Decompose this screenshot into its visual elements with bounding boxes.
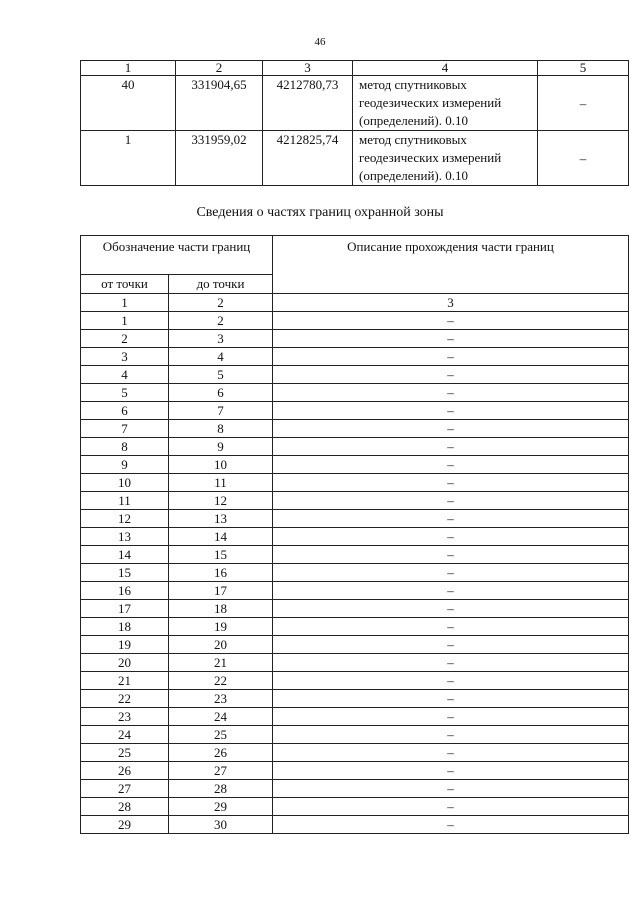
parts-header-row	[81, 236, 629, 275]
from-point-cell: 5	[81, 384, 169, 402]
column-number: 2	[169, 294, 273, 312]
x-coordinate-cell: 331959,02	[176, 131, 263, 186]
description-cell: –	[273, 546, 629, 564]
boundary-part-row	[81, 600, 629, 618]
to-point-cell: 27	[169, 762, 273, 780]
boundary-part-row	[81, 816, 629, 834]
point-number-cell: 1	[81, 131, 176, 186]
from-point-cell: 25	[81, 744, 169, 762]
to-point-cell: 15	[169, 546, 273, 564]
from-point-cell: 15	[81, 564, 169, 582]
description-cell: –	[273, 564, 629, 582]
description-cell: –	[273, 636, 629, 654]
column-number: 1	[81, 61, 176, 76]
to-point-cell: 25	[169, 726, 273, 744]
to-point-cell: 23	[169, 690, 273, 708]
description-cell: –	[273, 528, 629, 546]
from-point-cell: 6	[81, 402, 169, 420]
to-point-cell: 8	[169, 420, 273, 438]
column-number: 2	[176, 61, 263, 76]
description-cell: –	[273, 420, 629, 438]
coordinates-table	[80, 60, 629, 186]
boundary-part-row	[81, 402, 629, 420]
boundary-part-row	[81, 348, 629, 366]
method-line: геодезических измерений	[359, 150, 502, 165]
to-point-cell: 2	[169, 312, 273, 330]
from-point-cell: 18	[81, 618, 169, 636]
boundary-part-row	[81, 546, 629, 564]
description-cell: –	[273, 690, 629, 708]
from-point-cell: 2	[81, 330, 169, 348]
to-point-cell: 17	[169, 582, 273, 600]
description-cell: –	[273, 654, 629, 672]
column-number: 3	[263, 61, 353, 76]
to-point-cell: 11	[169, 474, 273, 492]
to-point-cell: 13	[169, 510, 273, 528]
boundary-part-designation-header: Обозначение части границ	[81, 236, 273, 275]
to-point-cell: 9	[169, 438, 273, 456]
boundary-part-row	[81, 672, 629, 690]
to-point-cell: 14	[169, 528, 273, 546]
to-point-cell: 30	[169, 816, 273, 834]
boundary-part-row	[81, 492, 629, 510]
column-number: 4	[353, 61, 538, 76]
from-point-cell: 3	[81, 348, 169, 366]
from-point-cell: 22	[81, 690, 169, 708]
from-point-cell: 12	[81, 510, 169, 528]
boundary-part-row	[81, 384, 629, 402]
boundary-part-row	[81, 618, 629, 636]
description-cell: –	[273, 492, 629, 510]
from-point-cell: 26	[81, 762, 169, 780]
boundary-part-row	[81, 564, 629, 582]
method-line: геодезических измерений	[359, 95, 502, 110]
from-point-cell: 19	[81, 636, 169, 654]
boundary-part-row	[81, 744, 629, 762]
method-line: (определений). 0.10	[359, 113, 468, 128]
point-number-cell: 40	[81, 76, 176, 131]
from-point-cell: 27	[81, 780, 169, 798]
description-cell: –	[273, 708, 629, 726]
from-point-cell: 10	[81, 474, 169, 492]
boundary-part-row	[81, 456, 629, 474]
note-cell: –	[538, 76, 629, 131]
y-coordinate-cell: 4212825,74	[263, 131, 353, 186]
boundary-part-row	[81, 330, 629, 348]
boundary-description-header: Описание прохождения части границ	[273, 236, 629, 294]
column-number: 5	[538, 61, 629, 76]
method-cell	[353, 76, 538, 131]
from-point-cell: 4	[81, 366, 169, 384]
parts-numbering-row	[81, 294, 629, 312]
from-point-cell: 13	[81, 528, 169, 546]
to-point-cell: 22	[169, 672, 273, 690]
description-cell: –	[273, 582, 629, 600]
coordinate-row	[81, 131, 629, 186]
description-cell: –	[273, 762, 629, 780]
boundary-part-row	[81, 780, 629, 798]
description-cell: –	[273, 780, 629, 798]
section-title: Сведения о частях границ охранной зоны	[196, 205, 444, 220]
description-cell: –	[273, 618, 629, 636]
note-cell: –	[538, 131, 629, 186]
from-point-cell: 14	[81, 546, 169, 564]
from-point-cell: 11	[81, 492, 169, 510]
from-point-cell: 28	[81, 798, 169, 816]
description-cell: –	[273, 600, 629, 618]
from-point-cell: 29	[81, 816, 169, 834]
page-number: 46	[314, 36, 326, 48]
boundary-parts-table	[80, 235, 629, 834]
to-point-cell: 16	[169, 564, 273, 582]
method-line: метод спутниковых	[359, 132, 467, 147]
from-point-cell: 24	[81, 726, 169, 744]
from-point-cell: 21	[81, 672, 169, 690]
boundary-part-row	[81, 708, 629, 726]
description-cell: –	[273, 312, 629, 330]
from-point-cell: 16	[81, 582, 169, 600]
boundary-part-row	[81, 762, 629, 780]
method-cell	[353, 131, 538, 186]
boundary-part-row	[81, 366, 629, 384]
boundary-part-row	[81, 528, 629, 546]
to-point-cell: 24	[169, 708, 273, 726]
column-number: 1	[81, 294, 169, 312]
from-point-cell: 17	[81, 600, 169, 618]
column-number: 3	[273, 294, 629, 312]
description-cell: –	[273, 672, 629, 690]
description-cell: –	[273, 456, 629, 474]
description-cell: –	[273, 438, 629, 456]
boundary-part-row	[81, 636, 629, 654]
to-point-cell: 7	[169, 402, 273, 420]
description-cell: –	[273, 474, 629, 492]
method-line: метод спутниковых	[359, 77, 467, 92]
to-point-header: до точки	[169, 275, 273, 294]
description-cell: –	[273, 384, 629, 402]
description-cell: –	[273, 348, 629, 366]
description-cell: –	[273, 366, 629, 384]
to-point-cell: 26	[169, 744, 273, 762]
to-point-cell: 28	[169, 780, 273, 798]
coordinates-header-row	[81, 61, 629, 76]
to-point-cell: 19	[169, 618, 273, 636]
to-point-cell: 10	[169, 456, 273, 474]
boundary-part-row	[81, 582, 629, 600]
description-cell: –	[273, 744, 629, 762]
to-point-cell: 29	[169, 798, 273, 816]
from-point-cell: 7	[81, 420, 169, 438]
boundary-part-row	[81, 474, 629, 492]
description-cell: –	[273, 726, 629, 744]
from-point-cell: 23	[81, 708, 169, 726]
to-point-cell: 21	[169, 654, 273, 672]
boundary-part-row	[81, 420, 629, 438]
boundary-part-row	[81, 654, 629, 672]
description-cell: –	[273, 330, 629, 348]
from-point-cell: 8	[81, 438, 169, 456]
boundary-part-row	[81, 510, 629, 528]
description-cell: –	[273, 798, 629, 816]
to-point-cell: 20	[169, 636, 273, 654]
description-cell: –	[273, 816, 629, 834]
boundary-part-row	[81, 726, 629, 744]
from-point-cell: 20	[81, 654, 169, 672]
to-point-cell: 6	[169, 384, 273, 402]
coordinate-row	[81, 76, 629, 131]
description-cell: –	[273, 402, 629, 420]
boundary-part-row	[81, 690, 629, 708]
boundary-part-row	[81, 798, 629, 816]
boundary-part-row	[81, 438, 629, 456]
to-point-cell: 3	[169, 330, 273, 348]
boundary-part-row	[81, 312, 629, 330]
method-line: (определений). 0.10	[359, 168, 468, 183]
from-point-header: от точки	[81, 275, 169, 294]
from-point-cell: 9	[81, 456, 169, 474]
to-point-cell: 12	[169, 492, 273, 510]
to-point-cell: 5	[169, 366, 273, 384]
to-point-cell: 4	[169, 348, 273, 366]
to-point-cell: 18	[169, 600, 273, 618]
from-point-cell: 1	[81, 312, 169, 330]
description-cell: –	[273, 510, 629, 528]
x-coordinate-cell: 331904,65	[176, 76, 263, 131]
y-coordinate-cell: 4212780,73	[263, 76, 353, 131]
